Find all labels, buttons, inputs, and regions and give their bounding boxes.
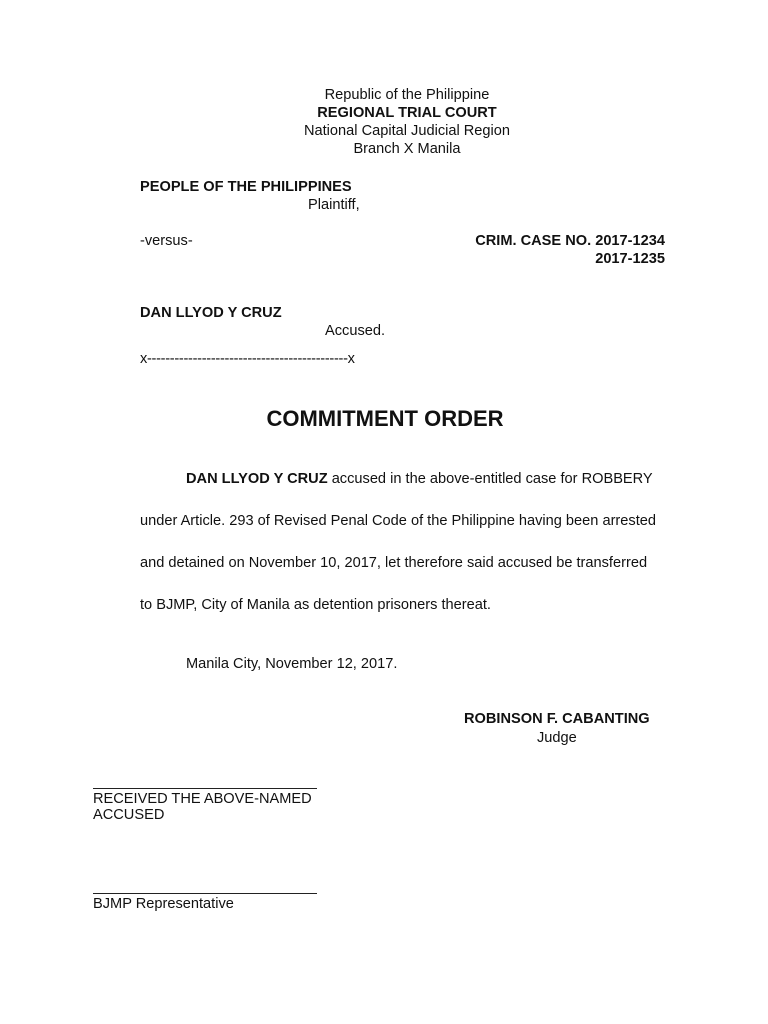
versus-label: -versus- <box>140 233 193 249</box>
receipt-line-2: ACCUSED <box>93 807 165 823</box>
republic-line: Republic of the Philippine <box>324 87 490 103</box>
court-name: REGIONAL TRIAL COURT <box>317 105 497 121</box>
branch-line: Branch X Manila <box>353 141 461 157</box>
document-title: COMMITMENT ORDER <box>266 406 504 431</box>
representative-label: BJMP Representative <box>93 896 234 912</box>
judge-title: Judge <box>537 730 577 746</box>
receipt-signature-line <box>93 788 317 789</box>
case-number-second: 2017-1235 <box>595 251 665 267</box>
plaintiff-name: PEOPLE OF THE PHILIPPINES <box>140 179 352 195</box>
body-line-2: under Article. 293 of Revised Penal Code of the Philippine having been arrested <box>140 513 656 529</box>
body-line-1-text: accused in the above-entitled case for ROBBERY <box>327 471 653 487</box>
accused-name: DAN LLYOD Y CRUZ <box>140 305 282 321</box>
judicial-region: National Capital Judicial Region <box>303 123 511 139</box>
caption-separator: x--------------------------------------------x <box>140 351 355 367</box>
case-number: CRIM. CASE NO. 2017-1234 <box>475 233 665 249</box>
accused-role: Accused. <box>325 323 386 339</box>
body-line-1 <box>186 470 653 488</box>
judge-name: ROBINSON F. CABANTING <box>464 711 650 727</box>
court-header <box>0 86 768 158</box>
plaintiff-role: Plaintiff, <box>308 197 360 213</box>
body-accused-name: DAN LLYOD Y CRUZ <box>186 471 328 487</box>
body-line-3: and detained on November 10, 2017, let therefore said accused be transferred <box>140 555 648 571</box>
place-date: Manila City, November 12, 2017. <box>186 656 398 672</box>
body-line-4: to BJMP, City of Manila as detention prisoners thereat. <box>140 597 491 613</box>
representative-signature-line <box>93 893 317 894</box>
receipt-line-1: RECEIVED THE ABOVE-NAMED <box>93 791 312 807</box>
